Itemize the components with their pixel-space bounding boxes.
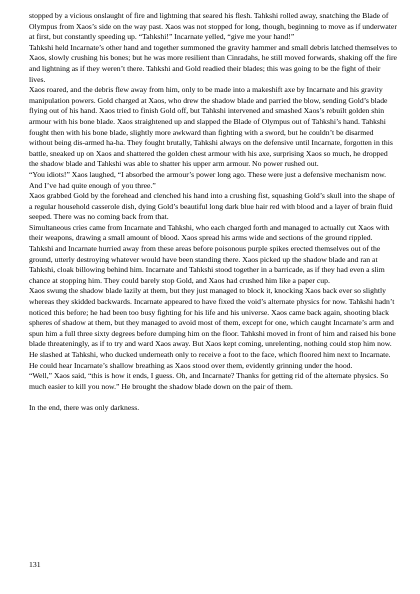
paragraph: Tahkshi held Incarnate’s other hand and together summoned the gravity hammer and small debris latched themselves to Xaos, slowly crushing his bones; but he was more resilient than Cinradahs, he still moved forwards, shaking off the fire and lightning as if they weren’t there. Tahkshi and Gold readied their blades; this was going to be the fight of their lives. [29, 42, 397, 84]
closing-line: In the end, there was only darkness. [29, 402, 140, 412]
paragraph: Xaos roared, and the debris flew away from him, only to be made into a makeshift axe by Incarnate and his gravity manipulation powers. Gold charged at Xaos, who drew the shadow blade and parried the blow, sending Gold’s blade flying out of his hand. Xaos tried to finish Gold off, but Tahkshi intervened and smashed Xaos’s rebuilt golden shin armour with his bone blade. Xaos straightened up and slapped the Blade of Olympus out of Tahkshi’s hand. Tahkshi fought then with his bone blade, slightly more awkward than fighting with a sword, but he couldn’t be disarmed without being dis-armed ha-ha. They fought brutally, Tahkshi always on the defensive until Incarnate, forgotten in this battle, sneaked up on Xaos and shattered the golden chest armour with his axe, surprising Xaos so much, he dropped the shadow blade and Tahkshi was able to shatter his upper arm armour. No power rushed out. [29, 85, 393, 169]
paragraph: “You idiots!” Xaos laughed, “I absorbed the armour’s power long ago. These were just a defensive mechanism now. And I’ve had quite enough of you three.” [29, 169, 387, 190]
paragraph: stopped by a vicious onslaught of fire and lightning that seared his flesh. Tahkshi rolled away, snatching the Blade of Olympus from Xaos’s side on the way past. Xaos was not stopped for long, though, beginning to move as if underwater at first, but constantly speeding up. “Tahkshi!” Incarnate yelled, “give me your hand!” [29, 11, 397, 42]
paragraph: Simultaneous cries came from Incarnate and Tahkshi, who each charged forth and managed to actually cut Xaos with their weapons, drawing a small amount of blood. Xaos spread his arms wide and sections of the ground rippled. Tahkshi and Incarnate hurried away from these areas before poisonous purple spikes erected themselves out of the ground, utterly destroying whatever would have been standing there. Xaos picked up the shadow blade and ran at Tahkshi, cloak billowing behind him. Incarnate and Tahkshi stood together in a barricade, as if they had even a slim chance at stopping him. They could barely stop Gold, and Xaos had crushed him like a paper cup. [29, 222, 390, 285]
paragraph: Xaos swung the shadow blade lazily at them, but they just managed to block it, knocking Xaos back ever so slightly whereas they skidded backwards. Incarnate appeared to have fixed the void’s alternate physics for now. Tahkshi hadn’t noticed this before; he had been too busy fighting for his life and his universe. Xaos came back again, shooting black spheres of shadow at them, but they managed to avoid most of them, except for one, which caught Incarnate’s arm and spun him a full three sixty degrees before dumping him on the floor. Tahkshi moved in front of him and raised his bone blade threateningly, as if to try and ward Xaos away. But Xaos kept coming, unrelenting, nothing could stop him now. He slashed at Tahkshi, who ducked underneath only to receive a foot to the face, which floored him next to Incarnate. He could hear Incarnate’s shallow breathing as Xaos stood over them, evidently grinning under the hood. [29, 286, 396, 370]
page-number: 131 [29, 560, 41, 569]
paragraph: “Well,” Xaos said, “this is how it ends, I guess. Oh, and Incarnate? Thanks for getting rid of the alternate physics. So much easier to kill you now.” He brought the shadow blade down on the pair of them. [29, 371, 389, 391]
paragraph: Xaos grabbed Gold by the forehead and clenched his hand into a crushing fist, squashing Gold’s skull into the shape of a regular household casserole dish, dying Gold’s beautiful long dark blue hair red with blood and a layer of brain fluid seeped. There was no coming back from that. [29, 191, 395, 222]
body-text [29, 11, 397, 414]
